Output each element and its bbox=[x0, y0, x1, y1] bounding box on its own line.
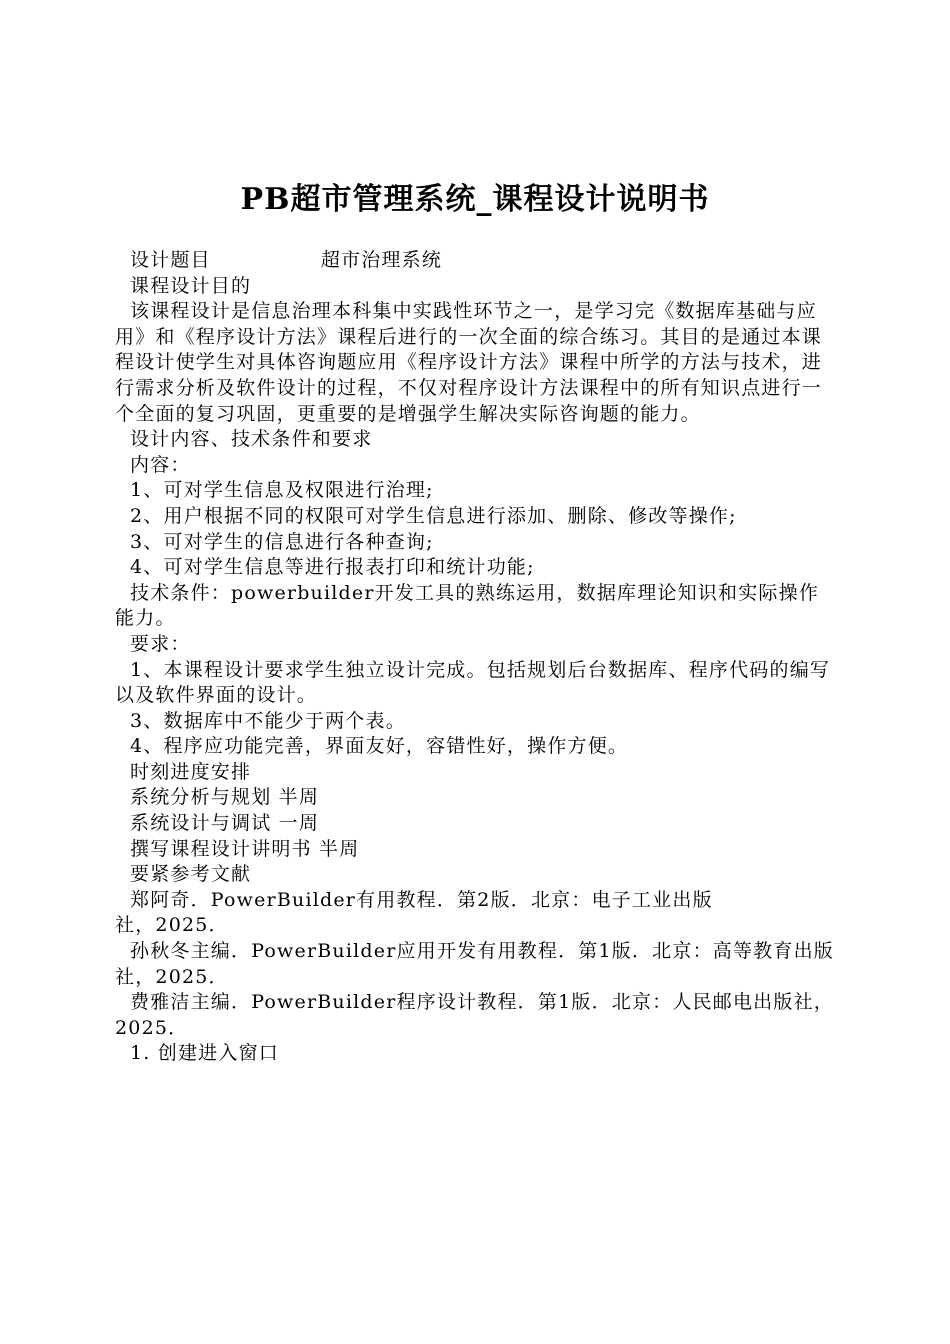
reference-item: 郑阿奇．PowerBuilder有用教程．第2版．北京：电子工业出版社，2025． bbox=[115, 888, 713, 937]
schedule-item: 系统分析与规划 半周 bbox=[130, 786, 320, 809]
last-item: 1. 创建进入窗口 bbox=[130, 1042, 279, 1065]
content-item: 3、可对学生的信息进行各种查询; bbox=[130, 530, 434, 553]
references-heading: 要紧参考文献 bbox=[130, 863, 252, 886]
requirement-item: 3、数据库中不能少于两个表。 bbox=[130, 709, 406, 732]
schedule-item: 撰写课程设计讲明书 半周 bbox=[130, 837, 360, 860]
requirement-item: 4、程序应功能完善，界面友好，容错性好，操作方便。 bbox=[130, 735, 629, 758]
purpose-heading: 课程设计目的 bbox=[130, 274, 252, 297]
document-title: PB超市管理系统_课程设计说明书 bbox=[240, 182, 710, 217]
content-heading: 设计内容、技术条件和要求 bbox=[130, 428, 373, 451]
content-label: 内容： bbox=[130, 453, 191, 476]
reference-item: 费雅洁主编．PowerBuilder程序设计教程．第1版．北京：人民邮电出版社，2025． bbox=[115, 991, 834, 1039]
content-item: 1、可对学生信息及权限进行治理; bbox=[130, 479, 434, 502]
content-item: 4、可对学生信息等进行报表打印和统计功能; bbox=[130, 556, 535, 579]
design-topic-label: 设计题目 bbox=[130, 249, 211, 271]
schedule-heading: 时刻进度安排 bbox=[130, 760, 252, 783]
design-topic-line bbox=[115, 248, 835, 274]
document-body bbox=[115, 248, 835, 1067]
design-topic-value: 超市治理系统 bbox=[320, 249, 443, 271]
tech-conditions-paragraph: 技术条件：powerbuilder开发工具的熟练运用，数据库理论知识和实际操作能力。 bbox=[115, 581, 820, 630]
reference-item: 孙秋冬主编．PowerBuilder应用开发有用教程．第1版．北京：高等教育出版社，2025． bbox=[115, 940, 834, 988]
content-item: 2、用户根据不同的权限可对学生信息进行添加、删除、修改等操作; bbox=[130, 504, 737, 527]
schedule-item: 系统设计与调试 一周 bbox=[130, 812, 320, 835]
purpose-paragraph: 该课程设计是信息治理本科集中实践性环节之一，是学习完《数据库基础与应用》和《程序设计方法》课程后进行的一次全面的综合练习。其目的是通过本课程设计使学生对具体咨询题应用《程序设计方法》课程中所学的方法与技术，进行需求分析及软件设计的过程，不仅对程序设计方法课程中的所有知识点进行一个全面的复习巩固，更重要的是增强学生解决实际咨询题的能力。 bbox=[115, 300, 823, 425]
requirements-label: 要求： bbox=[130, 632, 191, 655]
requirement-item: 1、本课程设计要求学生独立设计完成。包括规划后台数据库、程序代码的编写以及软件界面的设计。 bbox=[115, 658, 831, 707]
